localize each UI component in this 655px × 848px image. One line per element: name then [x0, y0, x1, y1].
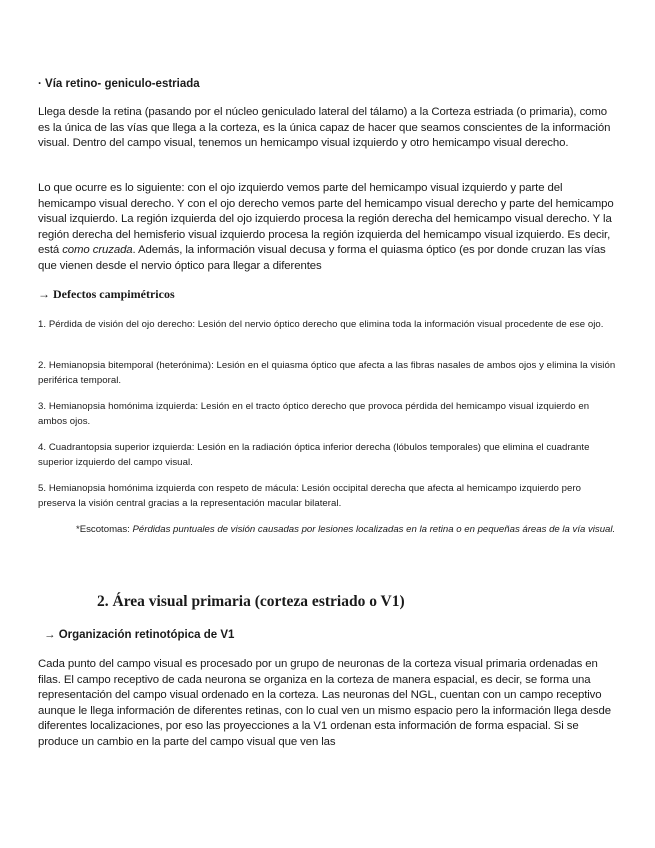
- defect-item-1: 1. Pérdida de visión del ojo derecho: Lesión del nervio óptico derecho que elimina toda la información visual procedente de ese ojo.: [38, 319, 604, 330]
- escotomas-text: Pérdidas puntuales de visión causadas por lesiones localizadas en la retina o en pequeñas áreas de la vía visual.: [132, 524, 616, 535]
- defect-item-3: 3. Hemianopsia homónima izquierda: Lesión en el tracto óptico derecho que provoca pérdida del hemicampo visual izquierdo en ambos ojos.: [38, 401, 590, 427]
- via-heading: · Vía retino- geniculo-estriada: [38, 78, 200, 90]
- defect-item-5: 5. Hemianopsia homónima izquierda con respeto de mácula: Lesión occipital derecha que afecta al hemicampo izquierdo pero preserva la visión central gracias a la representación macular bilateral.: [38, 483, 582, 509]
- v1-section-title: 2. Área visual primaria (corteza estriado o V1): [97, 593, 405, 610]
- defect-item-2: 2. Hemianopsia bitemporal (heterónima): Lesión en el quiasma óptico que afecta a las fibras nasales de ambos ojos y elimina la visión periférica temporal.: [38, 360, 616, 386]
- defects-heading: → Defectos campimétricos: [38, 287, 175, 301]
- escotomas-note: [38, 523, 620, 538]
- v1-subheading: → Organización retinotópica de V1: [44, 629, 235, 641]
- via-paragraph-2-start: Lo que ocurre es lo siguiente: con el ojo izquierdo vemos parte del hemicampo visual izquierdo y parte del hemicampo visual derecho. Y con el ojo derecho vemos parte del hemicampo visual derecho y parte del hemicampo visual izquierdo. La región izquierda del ojo izquierdo procesa la región derecha del hemicampo visual derecho. Y la región derecha del hemisferio visual izquierdo procesa la región izquierda del hemicampo visual izquierdo. Es decir, está: [38, 182, 614, 256]
- defect-item-4: 4. Cuadrantopsia superior izquierda: Lesión en la radiación óptica inferior derecha (lóbulos temporales) que elimina el cuadrante superior izquierdo del campo visual.: [38, 442, 590, 468]
- via-paragraph-1: Llega desde la retina (pasando por el núcleo geniculado lateral del tálamo) a la Corteza estriada (o primaria), como es la única de las vías que llega a la corteza, es la única capaz de hacer que seamos conscientes de la información visual. Dentro del campo visual, tenemos un hemicampo visual izquierdo y otro hemicampo visual derecho.: [38, 106, 611, 149]
- via-paragraph-2-italic: como cruzada: [62, 244, 133, 256]
- escotomas-label: *Escotomas:: [76, 524, 133, 535]
- via-paragraph-2: [38, 181, 620, 274]
- v1-paragraph: Cada punto del campo visual es procesado por un grupo de neuronas de la corteza visual primaria ordenadas en filas. El campo receptivo de cada neurona se organiza en la corteza de manera espacial, es decir, se forma una representación del campo visual ordenado en la corteza. Las neuronas del NGL, cuentan con un campo receptivo aunque le llega información de diferentes retinas, con lo cual ven un mismo espacio pero la información llega desde diferentes localizaciones, por eso las proyecciones a la V1 ordenan esta información de forma espacial. Si se produce un cambio en la parte del campo visual que ven las: [38, 658, 611, 748]
- via-paragraph-2-end: . Además, la información visual decusa y forma el quiasma óptico (es por donde cruzan las vías que vienen desde el nervio óptico para llegar a diferentes: [38, 244, 606, 272]
